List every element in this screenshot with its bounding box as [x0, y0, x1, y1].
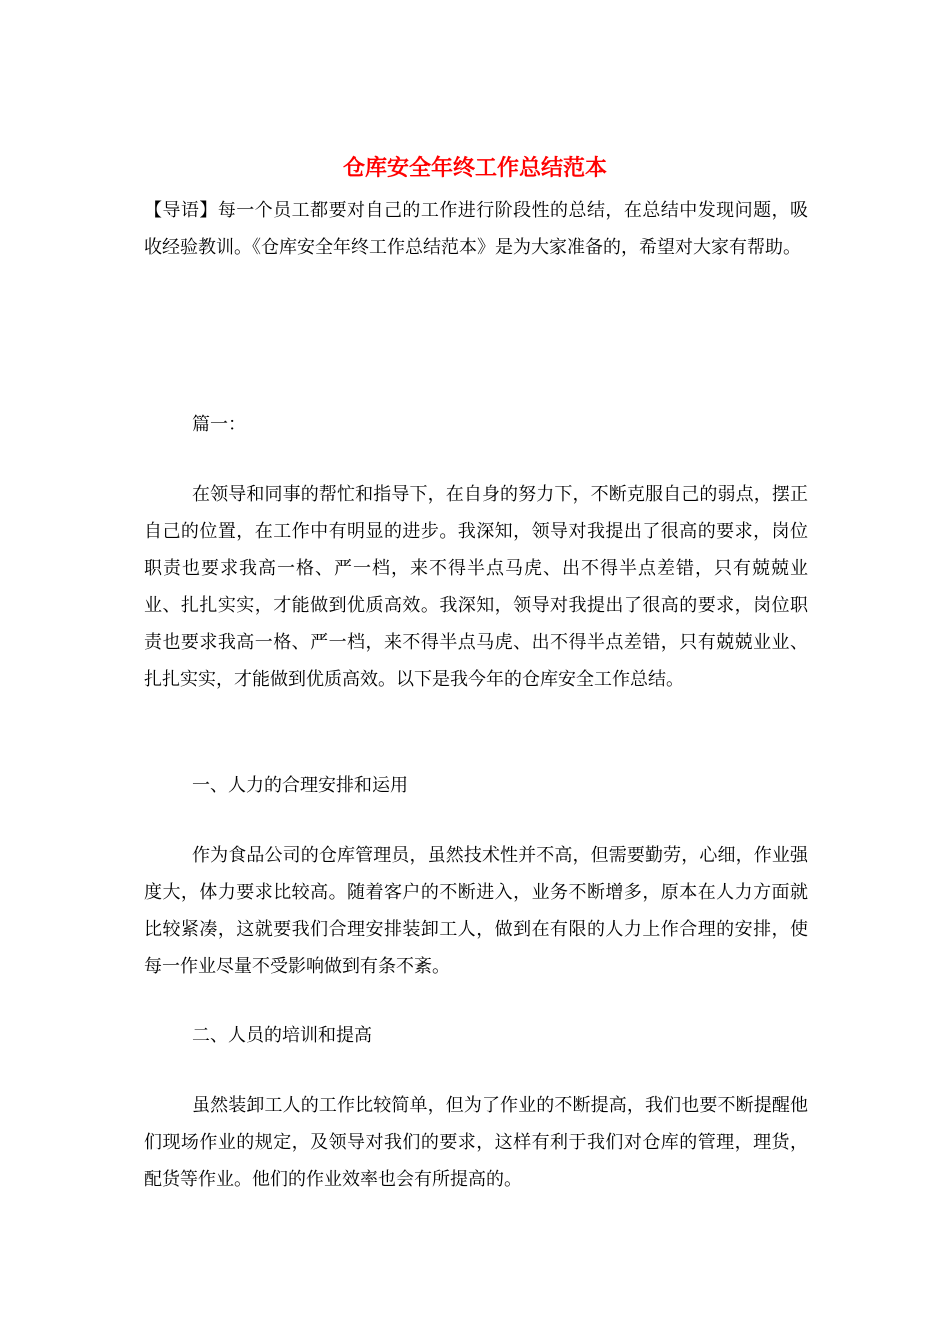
section-heading-1: 一、人力的合理安排和运用	[192, 775, 408, 796]
document-title: 仓库安全年终工作总结范本	[342, 155, 607, 181]
section-heading-2: 二、人员的培训和提高	[192, 1025, 372, 1046]
body-paragraph-3: 虽然装卸工人的工作比较简单，但为了作业的不断提高，我们也要不断提醒他们现场作业的规定，及领导对我们的要求，这样有利于我们对仓库的管理，理货，配货等作业。他们的作业效率也会有所提高的。	[144, 1095, 808, 1190]
section-label: 篇一：	[192, 414, 246, 435]
body-paragraph-1: 在领导和同事的帮忙和指导下，在自身的努力下，不断克服自己的弱点，摆正自己的位置，在工作中有明显的进步。我深知，领导对我提出了很高的要求，岗位职责也要求我高一格、严一档，来不得半点马虎、出不得半点差错，只有兢兢业业、扎扎实实，才能做到优质高效。我深知，领导对我提出了很高的要求，岗位职责也要求我高一格、严一档，来不得半点马虎、出不得半点差错，只有兢兢业业、扎扎实实，才能做到优质高效。以下是我今年的仓库安全工作总结。	[144, 484, 808, 690]
intro-paragraph: 【导语】每一个员工都要对自己的工作进行阶段性的总结，在总结中发现问题，吸收经验教训。《仓库安全年终工作总结范本》是为大家准备的，希望对大家有帮助。	[144, 200, 808, 258]
body-paragraph-2: 作为食品公司的仓库管理员，虽然技术性并不高，但需要勤劳，心细，作业强度大，体力要求比较高。随着客户的不断进入，业务不断增多，原本在人力方面就比较紧凑，这就要我们合理安排装卸工人，做到在有限的人力上作合理的安排，使每一作业尽量不受影响做到有条不紊。	[144, 845, 808, 977]
